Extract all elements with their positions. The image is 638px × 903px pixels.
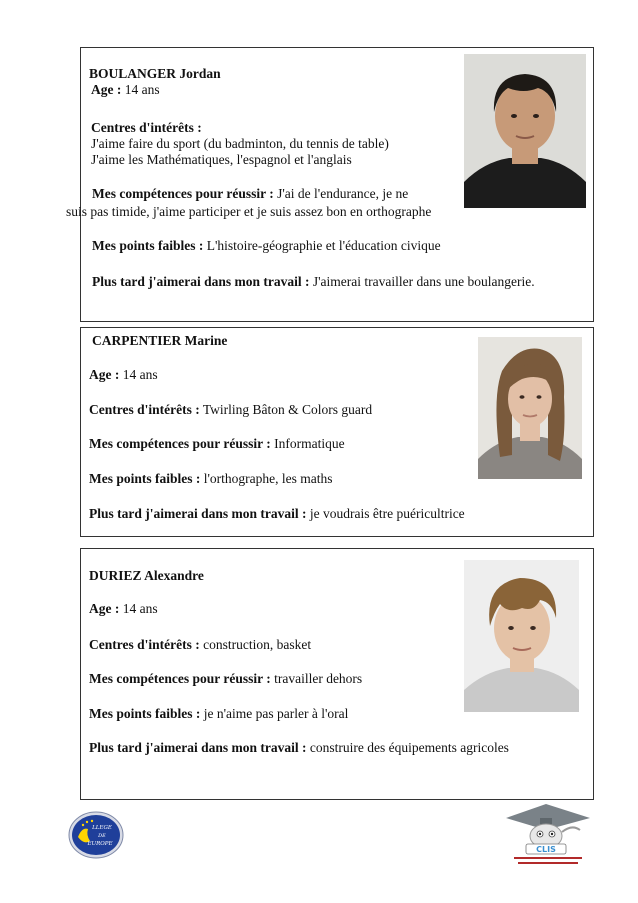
svg-text:CLIS: CLIS (536, 845, 556, 854)
interests-line-1: J'aime faire du sport (du badminton, du tennis de table) (91, 136, 389, 151)
student-photo (464, 54, 586, 208)
student-photo (464, 560, 579, 712)
profile-card-duriez (80, 548, 594, 800)
skills-label: Mes compétences pour réussir : (89, 671, 271, 686)
student-name: CARPENTIER Marine (92, 333, 228, 348)
interests-label: Centres d'intérêts : (89, 402, 200, 417)
future-job-line (89, 740, 509, 756)
future-job-line (92, 274, 535, 290)
svg-text:LLEGE: LLEGE (92, 825, 112, 831)
boy-portrait-icon (464, 560, 579, 712)
interests-label: Centres d'intérêts : (91, 120, 202, 135)
age-line (89, 601, 158, 617)
interests-value: construction, basket (199, 637, 312, 652)
weak-points-value: l'orthographe, les maths (200, 471, 333, 486)
future-job-label: Plus tard j'aimerai dans mon travail : (89, 506, 307, 521)
weak-points-value: je n'aime pas parler à l'oral (200, 706, 349, 721)
boy-portrait-icon (464, 54, 586, 208)
age-label: Age : (89, 367, 120, 382)
age-line (89, 367, 158, 383)
weak-points-label: Mes points faibles : (89, 706, 201, 721)
skills-label: Mes compétences pour réussir : (92, 186, 274, 201)
student-name: BOULANGER Jordan (89, 66, 221, 81)
girl-portrait-icon (478, 337, 582, 479)
future-job-label: Plus tard j'aimerai dans mon travail : (92, 274, 310, 289)
profile-card-carpentier (80, 327, 594, 537)
weak-points-line (89, 706, 348, 722)
future-job-value: je voudrais être puéricultrice (306, 506, 465, 521)
future-job-line (89, 506, 465, 522)
weak-points-value: L'histoire-géographie et l'éducation civique (203, 238, 441, 253)
weak-points-label: Mes points faibles : (92, 238, 204, 253)
age-value: 14 ans (119, 367, 158, 382)
future-job-value: J'aimerai travailler dans une boulangerie. (309, 274, 535, 289)
clis-logo (500, 800, 596, 870)
skills-line-1 (92, 186, 408, 202)
skills-value: J'ai de l'endurance, je ne (273, 186, 409, 201)
clis-logo-icon (500, 800, 596, 870)
future-job-value: construire des équipements agricoles (306, 740, 509, 755)
svg-text:DE: DE (98, 833, 106, 839)
college-de-l-europe-logo-icon (68, 811, 124, 859)
age-value: 14 ans (121, 82, 160, 97)
interests-value: Twirling Bâton & Colors guard (199, 402, 373, 417)
future-job-label: Plus tard j'aimerai dans mon travail : (89, 740, 307, 755)
skills-value: Informatique (270, 436, 345, 451)
weak-points-line (92, 238, 441, 254)
skills-line-2: suis pas timide, j'aime participer et je suis assez bon en orthographe (66, 204, 432, 219)
skills-label: Mes compétences pour réussir : (89, 436, 271, 451)
age-line (91, 82, 160, 98)
age-label: Age : (91, 82, 122, 97)
interests-line (89, 402, 372, 418)
skills-value: travailler dehors (270, 671, 363, 686)
weak-points-label: Mes points faibles : (89, 471, 201, 486)
age-value: 14 ans (119, 601, 158, 616)
student-name: DURIEZ Alexandre (89, 568, 204, 583)
interests-line-2: J'aime les Mathématiques, l'espagnol et l'anglais (91, 152, 352, 167)
age-label: Age : (89, 601, 120, 616)
interests-line (89, 637, 311, 653)
skills-line (89, 436, 345, 452)
student-photo (478, 337, 582, 479)
skills-line (89, 671, 362, 687)
profile-card-boulanger (66, 47, 594, 322)
interests-label: Centres d'intérêts : (89, 637, 200, 652)
weak-points-line (89, 471, 333, 487)
school-logo (68, 811, 124, 859)
svg-text:EUROPE: EUROPE (87, 841, 113, 847)
